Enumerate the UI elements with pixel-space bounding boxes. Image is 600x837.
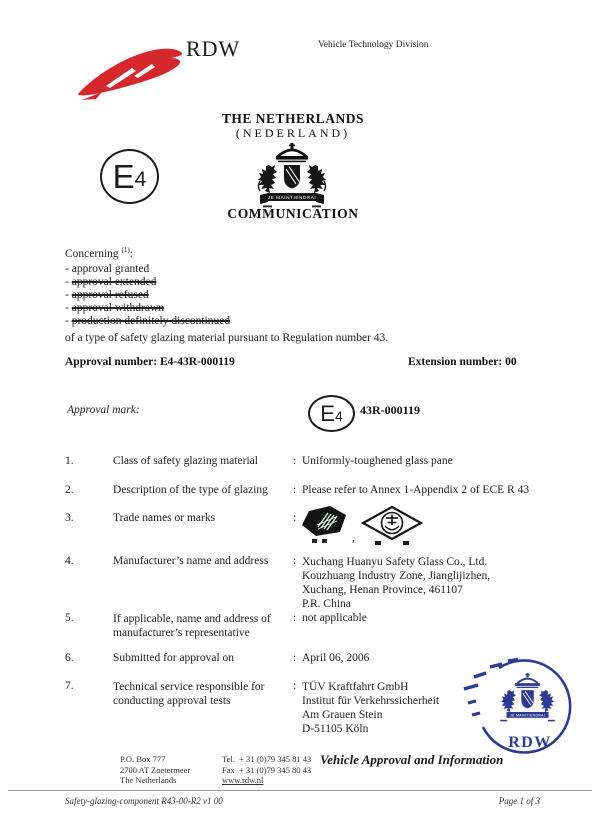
rdw-blue-stamp	[452, 655, 596, 761]
option-approval-granted: - approval granted	[65, 263, 150, 275]
e4-letter: E	[112, 158, 135, 195]
item-label: Description of the type of glazing	[113, 484, 268, 496]
approval-number-label: Approval number:	[65, 356, 158, 368]
option-approval-withdrawn: - approval withdrawn	[65, 301, 165, 314]
communication-heading: COMMUNICATION	[227, 206, 359, 221]
item-number: 3.	[65, 512, 74, 524]
item-number: 7.	[65, 680, 74, 692]
item-value: TÜV Kraftfahrt GmbH Institut für Verkehrssicherheit Am Grauen Stein D-51105 Köln	[302, 681, 440, 735]
item-label: Technical service responsible for conducting approval tests	[113, 681, 265, 707]
footer-contact	[222, 754, 311, 786]
rdw-logo-text: RDW	[186, 36, 241, 61]
concerning-heading	[65, 246, 133, 260]
footer-divider	[8, 790, 592, 791]
e4-approval-mark-small	[308, 395, 355, 432]
trademark-diamond-icon	[361, 505, 423, 545]
subject-line: of a type of safety glazing material pursuant to Regulation number 43.	[65, 332, 389, 344]
extension-number-label: Extension number:	[408, 356, 503, 368]
fax-number: + 31 (0)79 345 80 43	[239, 764, 312, 775]
concerning-options-list	[65, 263, 230, 328]
item-number: 5.	[65, 612, 74, 624]
website-link: www.rdw.nl	[222, 775, 264, 785]
item-value: not applicable	[302, 612, 367, 624]
approval-number-value: E4-43R-000119	[160, 356, 235, 368]
approval-number-line	[65, 356, 235, 368]
item-number: 6.	[65, 652, 74, 664]
item-label: If applicable, name and address of manufacturer’s representative	[113, 613, 271, 639]
item-number: 4.	[65, 555, 74, 567]
rdw-logo-swoosh-icon	[76, 42, 188, 106]
motto-text: JE MAINTIENDRAI	[267, 195, 317, 200]
item-value: Xuchang Huanyu Safety Glass Co., Ltd. Kouzhuang Industry Zone, Jianglijizhen, Xuchang, Henan Province, 461107 P.R. China	[302, 556, 491, 610]
fax-label: Fax	[222, 764, 235, 775]
stamp-rdw-text: RDW	[508, 734, 552, 751]
tel-label: Tel.	[222, 754, 235, 764]
item-label: Class of safety glazing material	[113, 455, 258, 467]
option-approval-refused: - approval refused	[65, 288, 149, 301]
svg-text:JE MAINTIENDRAI: JE MAINTIENDRAI	[509, 713, 546, 718]
item-value: Uniformly-toughened glass pane	[302, 455, 453, 467]
e4-digit: 4	[334, 408, 343, 424]
e4-approval-mark-large	[100, 149, 159, 204]
document-reference: Safety-glazing-component R43-00-R2 v1 00	[65, 796, 223, 806]
trademark-logos: ,	[300, 505, 423, 545]
trademark-hexagon-icon	[300, 505, 348, 545]
item-value: April 06, 2006	[302, 652, 370, 664]
item-label: Submitted for approval on	[113, 652, 235, 664]
e4-digit: 4	[134, 168, 147, 191]
approval-mark-label: Approval mark:	[67, 404, 140, 416]
tel-number: + 31 (0)79 345 81 43	[239, 754, 312, 764]
division-title: Vehicle Technology Division	[318, 40, 429, 50]
netherlands-coat-of-arms-icon	[249, 143, 335, 209]
extension-number-line	[408, 356, 517, 368]
option-production-discontinued: - production definitely discontinued	[65, 314, 231, 327]
option-approval-extended: - approval extended	[65, 275, 157, 288]
item-number: 2.	[65, 484, 74, 496]
country-title: THE NETHERLANDS	[221, 111, 365, 126]
page-number: Page 1 of 3	[498, 796, 540, 806]
concerning-footnote-ref: (1)	[121, 246, 130, 254]
item-label: Trade names or marks	[113, 512, 216, 524]
concerning-colon: :	[129, 247, 133, 260]
footer-tagline: Vehicle Approval and Information	[320, 752, 504, 767]
item-number: 1.	[65, 455, 74, 467]
concerning-label: Concerning	[65, 247, 119, 260]
item-value: Please refer to Annex 1-Appendix 2 of ECE R 43	[302, 484, 530, 496]
e4-letter: E	[320, 400, 335, 426]
extension-number-value: 00	[505, 356, 517, 368]
footer-address: P.O. Box 777 2700 AT Zoetermeer The Netherlands	[120, 754, 191, 785]
certificate-page: RDW Vehicle Technology Division THE NETHERLANDS (NEDERLAND) E 4 JE MAINTIENDRAI COMMUNICATION Concerning $^{(1)}$: - approval granted - approval extended - approval refused - approval withdrawn - production definitely discontinued of a type of safety glazing material pursuant to Regulation number 43. Approval number: E4-43R-000119 Extension number: 00 Approval mark: E 4 43R-000119 1. Class of safety glazing material : Uniformly-toughened glass pane 2. Description of the type of glazing : Please refer to Annex 1-Appendix 2 of ECE R 43 3. Trade names or marks : , 4. Manufacturer’s name and address : Xuchang Huanyu Safety Glass Co., Ltd. Kouzhuang Industry Zone, Jianglijizhen, Xuchang, Henan Province, 461107 P.R. China 5. If applicable, name and address of manufacturer’s representative : not applicable 6. Submitted for approval on : April 06, 2006 7. Technical service responsible for conducting approval tests : TÜV Kraftfahrt GmbH Institut für Verkehrssicherheit Am Grauen Stein D-51105 Köln JE MAINTIENDRAI RDW P.O. Box 777 2700 AT Zoetermeer The Netherlands Tel. + 31 (0)79 345 81 43 Fax + 31 (0)79 345 80 43 www.rdw.nl Vehicle Approval and Information Safety-glazing-component R43-00-R2 v1 00 Page 1 of 3	[0, 0, 600, 837]
item-label: Manufacturer’s name and address	[113, 555, 269, 567]
approval-mark-number: 43R-000119	[360, 403, 420, 417]
country-native-title: (NEDERLAND)	[235, 126, 351, 140]
